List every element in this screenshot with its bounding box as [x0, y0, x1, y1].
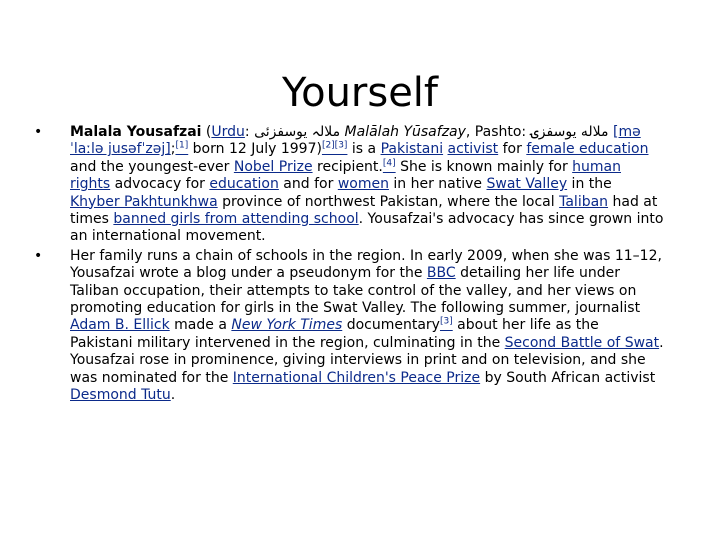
wiki-link[interactable]: Pakistani — [380, 141, 444, 158]
text-run: Malala Yousafzai — [70, 124, 202, 140]
wiki-link[interactable]: International Children's Peace Prize — [232, 369, 481, 386]
text-run: and the youngest-ever — [70, 158, 234, 175]
wiki-link[interactable]: [məˈlaːlə jusəfˈzəj] — [70, 124, 641, 158]
text-run: She is known mainly for — [395, 158, 573, 175]
wiki-link[interactable]: women — [337, 176, 389, 193]
wiki-link[interactable]: Swat Valley — [486, 176, 568, 193]
text-run: and for — [278, 176, 338, 193]
text-run: born 12 July 1997) — [188, 141, 322, 158]
text-run: is a — [347, 141, 381, 158]
wiki-link[interactable]: [4] — [382, 158, 396, 169]
text-run: . — [170, 387, 176, 404]
text-run: by South African activist — [480, 369, 656, 386]
wiki-link[interactable]: [3] — [439, 316, 453, 327]
text-run: detailing her life under Taliban occupation, their attempts to take control of the valley, and her views on promoting education for girls in the Swat Valley. The following summer, journalist — [70, 265, 641, 317]
wiki-link[interactable]: Khyber Pakhtunkhwa — [70, 193, 218, 210]
wiki-link[interactable]: Nobel Prize — [233, 158, 313, 175]
text-run: in her native — [388, 176, 487, 193]
text-run: documentary — [342, 317, 440, 334]
text-run: ملالہ یوسفزئی — [254, 124, 341, 140]
text-run: . Yousafzai rose in prominence, giving interviews in print and on television, and she was nominated for the — [70, 334, 664, 386]
wiki-link[interactable]: Adam B. Ellick — [70, 317, 170, 334]
text-run: ملاله یوسفزۍ — [530, 124, 609, 140]
text-run: in the — [567, 176, 612, 193]
text-run: made a — [169, 317, 232, 334]
text-run: recipient. — [312, 158, 383, 175]
wiki-link[interactable]: activist — [447, 141, 499, 158]
text-run: advocacy for — [110, 176, 210, 193]
bullet-list — [34, 124, 664, 405]
wiki-link[interactable]: [2][3] — [321, 140, 348, 151]
text-run: province of northwest Pakistan, where the local — [217, 193, 560, 210]
text-run: , Pashto: — [465, 124, 531, 140]
text-run: . Yousafzai's advocacy has since grown into an international movement. — [70, 211, 664, 245]
slide-body — [34, 124, 664, 407]
slide-title: Yourself — [281, 69, 439, 116]
wiki-link[interactable]: human rights — [70, 158, 621, 193]
wiki-link[interactable]: education — [209, 176, 279, 193]
bullet-dot: • — [34, 124, 43, 140]
wiki-link[interactable]: Taliban — [559, 193, 609, 210]
bullet-text — [70, 124, 663, 244]
wiki-link[interactable]: female education — [526, 141, 649, 158]
bullet-text — [70, 248, 664, 403]
wiki-link[interactable]: Desmond Tutu — [70, 387, 171, 404]
text-run: : — [244, 124, 255, 140]
wiki-link[interactable]: Urdu — [211, 124, 245, 140]
bullet-item — [34, 124, 664, 246]
text-run: ( — [201, 124, 212, 140]
text-run: for — [498, 141, 527, 158]
text-run: had at times — [70, 193, 658, 228]
wiki-link[interactable]: Second Battle of Swat — [504, 334, 660, 351]
wiki-link[interactable]: New York Times — [231, 317, 343, 334]
text-run: about her life as the Pakistani military intervened in the region, culminating in the — [70, 317, 599, 351]
wiki-link[interactable]: banned girls from attending school — [113, 211, 359, 228]
text-run: ; — [170, 141, 176, 158]
bullet-item — [34, 248, 664, 405]
text-run: Malālah Yūsafzay — [344, 124, 466, 140]
wiki-link[interactable]: BBC — [426, 265, 456, 282]
wiki-link[interactable]: [1] — [175, 140, 189, 151]
bullet-dot: • — [34, 247, 43, 264]
text-run: Her family runs a chain of schools in the region. In early 2009, when she was 11–12, Yousafzai wrote a blog under a pseudonym for the — [70, 247, 662, 282]
